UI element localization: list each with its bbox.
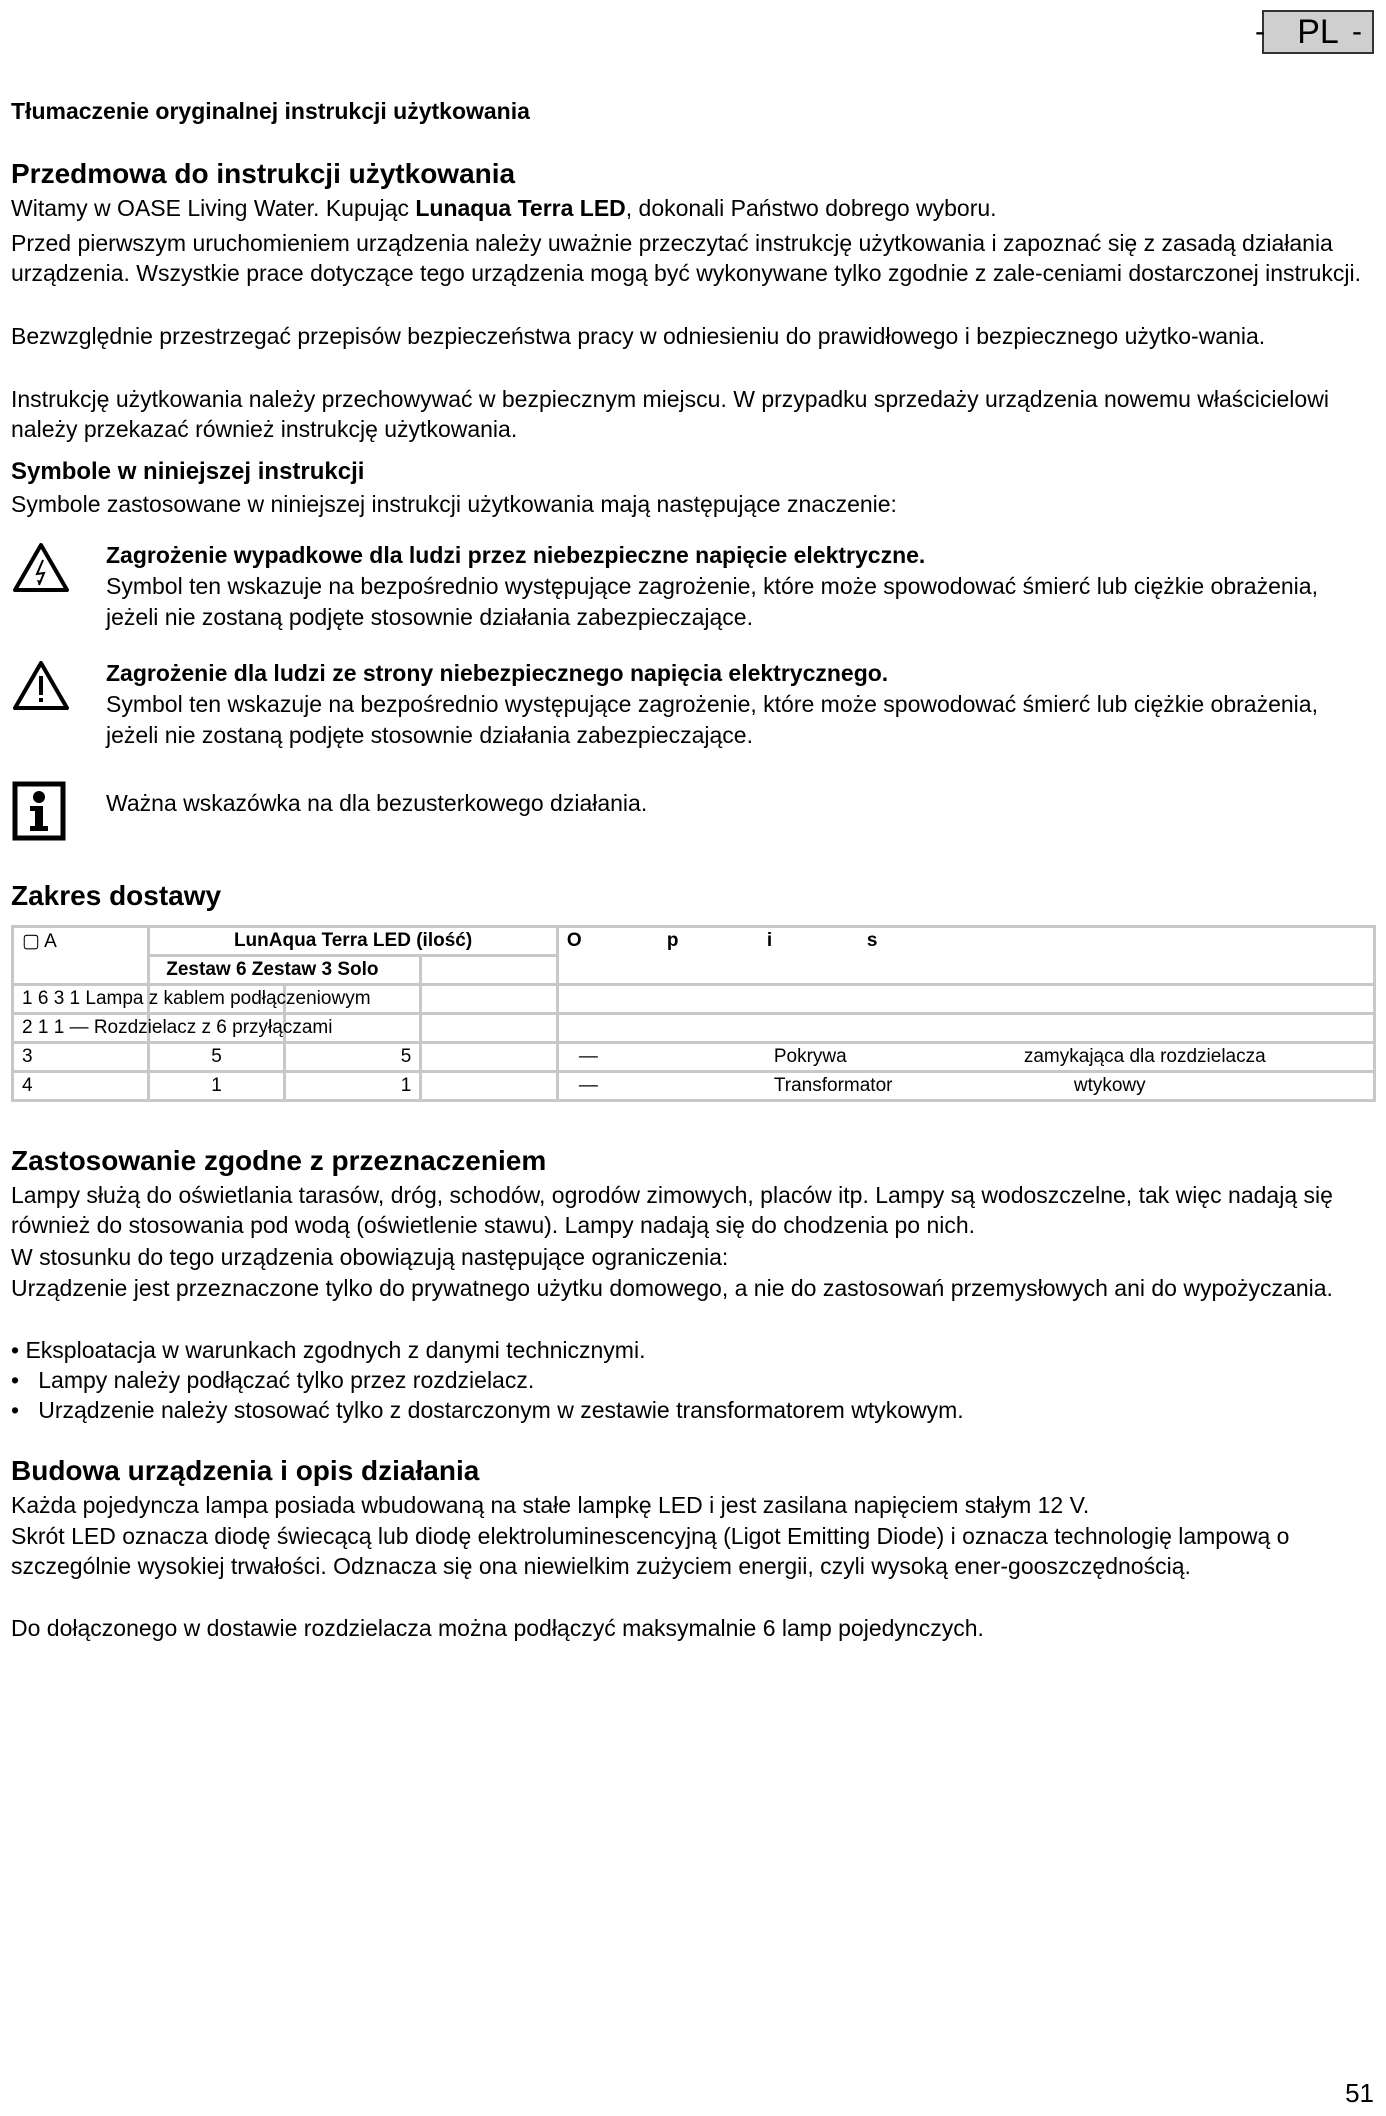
symbol-title: Zagrożenie dla ludzi ze strony niebezpiecznego napięcia elektrycznego. <box>106 660 889 686</box>
language-code: PL <box>1297 13 1339 51</box>
language-badge <box>1255 10 1374 54</box>
header-sets: Zestaw 6 Zestaw 3 Solo <box>149 956 421 985</box>
preface-paragraph: Bezwzględnie przestrzegać przepisów bezpieczeństwa pracy w odniesieniu do prawidłowego i bezpiecznego użytko-wania. <box>11 323 1266 349</box>
design-paragraph: Do dołączonego w dostawie rozdzielacza można podłączyć maksymalnie 6 lamp pojedynczych. <box>11 1615 984 1641</box>
row-position: 4 <box>13 1072 149 1101</box>
list-item: • Eksploatacja w warunkach zgodnych z danymi technicznymi. <box>11 1337 646 1363</box>
table-row <box>13 1014 1375 1043</box>
symbol-description: Ważna wskazówka na dla bezusterkowego działania. <box>106 790 648 816</box>
row-position: 3 <box>13 1043 149 1072</box>
preface-heading: Przedmowa do instrukcji użytkowania <box>11 158 516 189</box>
design-paragraph: Skrót LED oznacza diodę świecącą lub diodę elektroluminescencyjną (Ligot Emitting Diode) i oznacza technologię lampową o szczególnie wysokiej trwałości. Odznacza się ona niewielkim zużyciem energii, czyli wysoką ener-gooszczędnością. <box>11 1523 1290 1579</box>
badge-dash-right: - <box>1352 15 1362 48</box>
table-header-row <box>13 927 1375 956</box>
symbol-description: Symbol ten wskazuje na bezpośrednio występujące zagrożenie, które może spowodować śmierć lub ciężkie obrażenia, jeżeli nie zostaną podjęte stosownie działania zabezpieczające. <box>106 573 1318 630</box>
scope-of-delivery-table <box>11 925 1376 1102</box>
table-row <box>13 1043 1375 1072</box>
scope-heading: Zakres dostawy <box>11 880 222 911</box>
row-set6-qty: 1 <box>149 1072 285 1101</box>
row-set3-qty: 5 <box>284 1043 421 1072</box>
header-product: LunAqua Terra LED (ilość) <box>149 927 558 956</box>
header-position: ▢ A <box>13 927 149 985</box>
warning-exclamation-triangle-icon <box>11 658 71 718</box>
intended-use-paragraph: Urządzenie jest przeznaczone tylko do prywatnego użytku domowego, a nie do zastosowań przemysłowych ani do wypożyczania. <box>11 1275 1333 1301</box>
list-item: • Lampy należy podłączać tylko przez rozdzielacz. <box>11 1367 535 1393</box>
badge-dash-left: - <box>1255 15 1265 48</box>
preface-paragraph: Instrukcję użytkowania należy przechowywać w bezpiecznym miejscu. W przypadku sprzedaży urządzenia nowemu właścicielowi należy przekazać również instrukcję użytkowania. <box>11 386 1329 442</box>
list-item: • Urządzenie należy stosować tylko z dostarczonym w zestawie transformatorem wtykowym. <box>11 1397 964 1423</box>
row-solo-qty <box>421 1072 558 1101</box>
symbols-heading: Symbole w niniejszej instrukcji <box>11 458 365 485</box>
table-row <box>13 985 1375 1014</box>
page-number: 51 <box>1345 2078 1374 2108</box>
table-row <box>13 1072 1375 1101</box>
electric-hazard-triangle-icon <box>11 540 71 600</box>
design-paragraph: Każda pojedyncza lampa posiada wbudowaną na stałe lampkę LED i jest zasilana napięciem stałym 12 V. <box>11 1492 1090 1518</box>
restrictions-list <box>11 1335 1376 1425</box>
preface-welcome: Witamy w OASE Living Water. Kupując Lunaqua Terra LED, dokonali Państwo dobrego wyboru. <box>11 195 997 221</box>
row-set3-qty: 1 <box>284 1072 421 1101</box>
intended-use-heading: Zastosowanie zgodne z przeznaczeniem <box>11 1145 547 1176</box>
row-set6-qty: 5 <box>149 1043 285 1072</box>
design-heading: Budowa urządzenia i opis działania <box>11 1455 480 1486</box>
intended-use-paragraph: Lampy służą do oświetlania tarasów, dróg, schodów, ogrodów zimowych, placów itp. Lampy są wodoszczelne, tak więc nadają się również do stosowania pod wodą (oświetlenie stawu). Lampy nadają się do chodzenia po nich. <box>11 1182 1333 1238</box>
row-merged-text: 1 6 3 1 Lampa z kablem podłączeniowym <box>13 985 149 1014</box>
product-name: Lunaqua Terra LED <box>415 195 626 221</box>
intended-use-paragraph: W stosunku do tego urządzenia obowiązują następujące ograniczenia: <box>11 1244 729 1270</box>
symbols-intro: Symbole zastosowane w niniejszej instrukcji użytkowania mają następujące znaczenie: <box>11 491 897 517</box>
header-description: O p i s <box>557 927 1374 985</box>
preface-paragraph: Przed pierwszym uruchomieniem urządzenia należy uważnie przeczytać instrukcję użytkowania i zapoznać się z zasadą działania urządzenia. Wszystkie prace dotyczące tego urządzenia mogą być wykonywane tylko zgodnie z zale-ceniami dostarczonej instrukcji. <box>11 230 1361 286</box>
info-box-icon <box>11 780 71 840</box>
symbol-title: Zagrożenie wypadkowe dla ludzi przez niebezpieczne napięcie elektryczne. <box>106 542 926 568</box>
row-description: — Transformator wtykowy <box>557 1072 1374 1101</box>
row-solo-qty <box>421 1043 558 1072</box>
symbol-description: Symbol ten wskazuje na bezpośrednio występujące zagrożenie, które może spowodować śmierć lub ciężkie obrażenia, jeżeli nie zostaną podjęte stosownie działania zabezpieczające. <box>106 691 1318 748</box>
row-description: — Pokrywa zamykająca dla rozdzielacza <box>557 1043 1374 1072</box>
row-merged-text: 2 1 1 — Rozdzielacz z 6 przyłączami <box>13 1014 149 1043</box>
document-title: Tłumaczenie oryginalnej instrukcji użytkowania <box>11 98 530 124</box>
